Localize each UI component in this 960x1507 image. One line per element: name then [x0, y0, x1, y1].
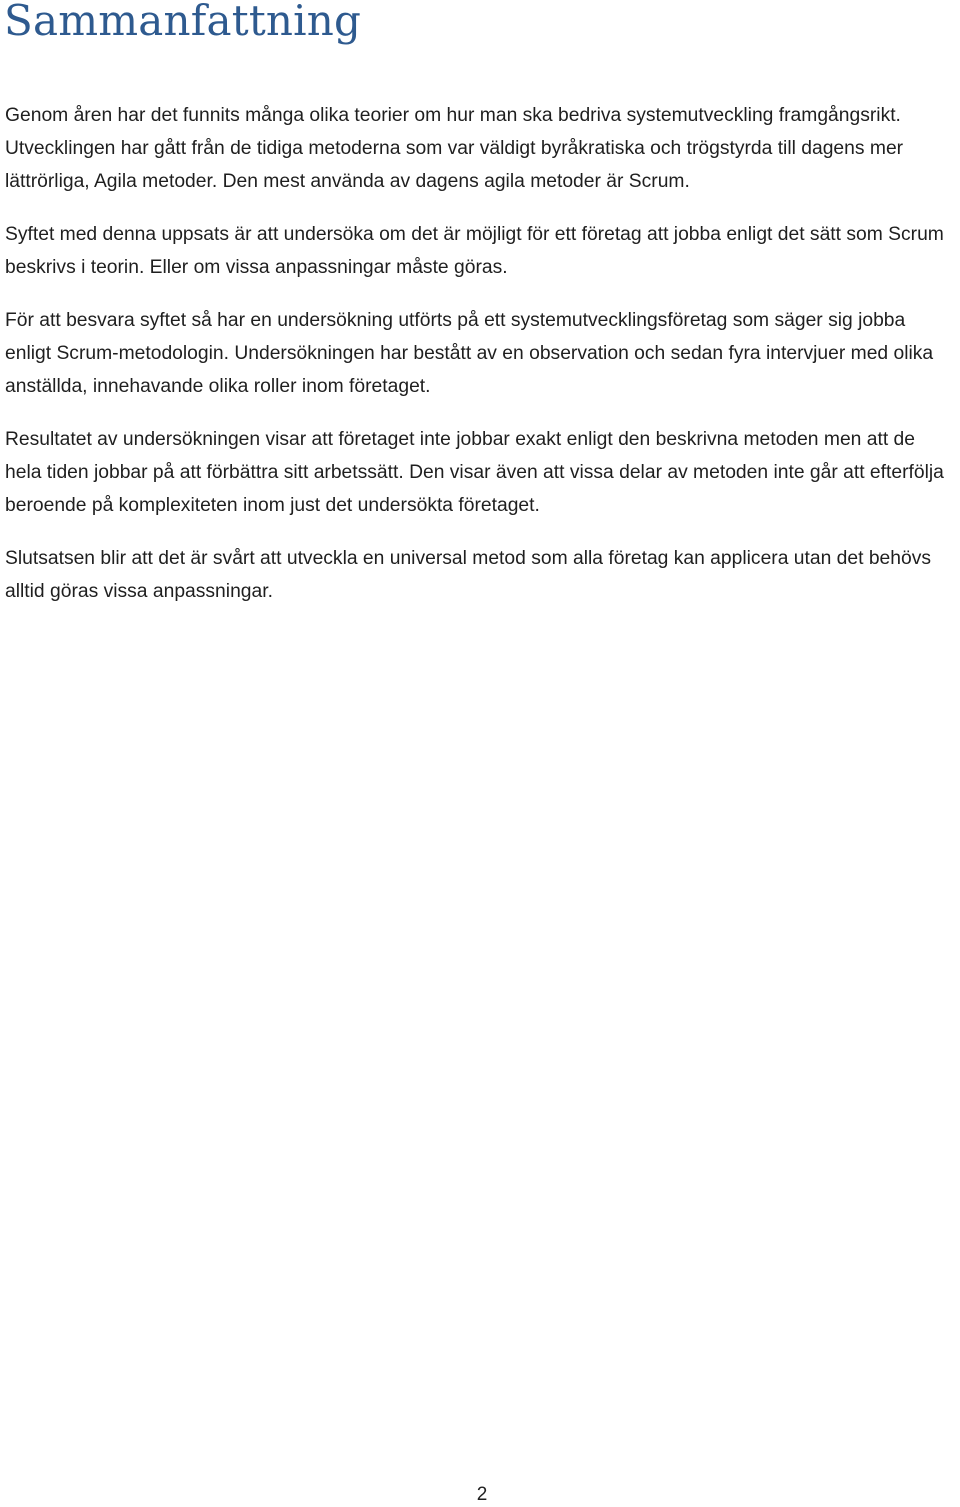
page-title: Sammanfattning — [4, 0, 362, 45]
paragraph-method: För att besvara syftet så har en undersökning utförts på ett systemutvecklingsföretag som säger sig jobba enligt Scrum-metodologin. Undersökningen har bestått av en observation och sedan fyra intervjuer med olika anställda, innehavande olika roller inom företaget. — [5, 310, 934, 397]
paragraph-intro: Genom åren har det funnits många olika teorier om hur man ska bedriva systemutveckling framgångsrikt. Utvecklingen har gått från de tidiga metoderna som var väldigt byråkratiska och trögstyrda till dagens mer lättrörliga, Agila metoder. Den mest använda av dagens agila metoder är Scrum. — [5, 105, 904, 192]
page-number: 2 — [476, 1484, 488, 1505]
paragraph-purpose: Syftet med denna uppsats är att undersöka om det är möjligt för ett företag att jobba enligt det sätt som Scrum beskrivs i teorin. Eller om vissa anpassningar måste göras. — [5, 224, 944, 278]
paragraph-results: Resultatet av undersökningen visar att företaget inte jobbar exakt enligt den beskrivna metoden men att de hela tiden jobbar på att förbättra sitt arbetssätt. Den visar även att vissa delar av metoden inte går att efterfölja beroende på komplexiteten inom just det undersökta företaget. — [5, 429, 944, 516]
abstract-body — [5, 99, 955, 628]
paragraph-conclusion: Slutsatsen blir att det är svårt att utveckla en universal metod som alla företag kan applicera utan det behövs alltid göras vissa anpassningar. — [5, 548, 932, 602]
